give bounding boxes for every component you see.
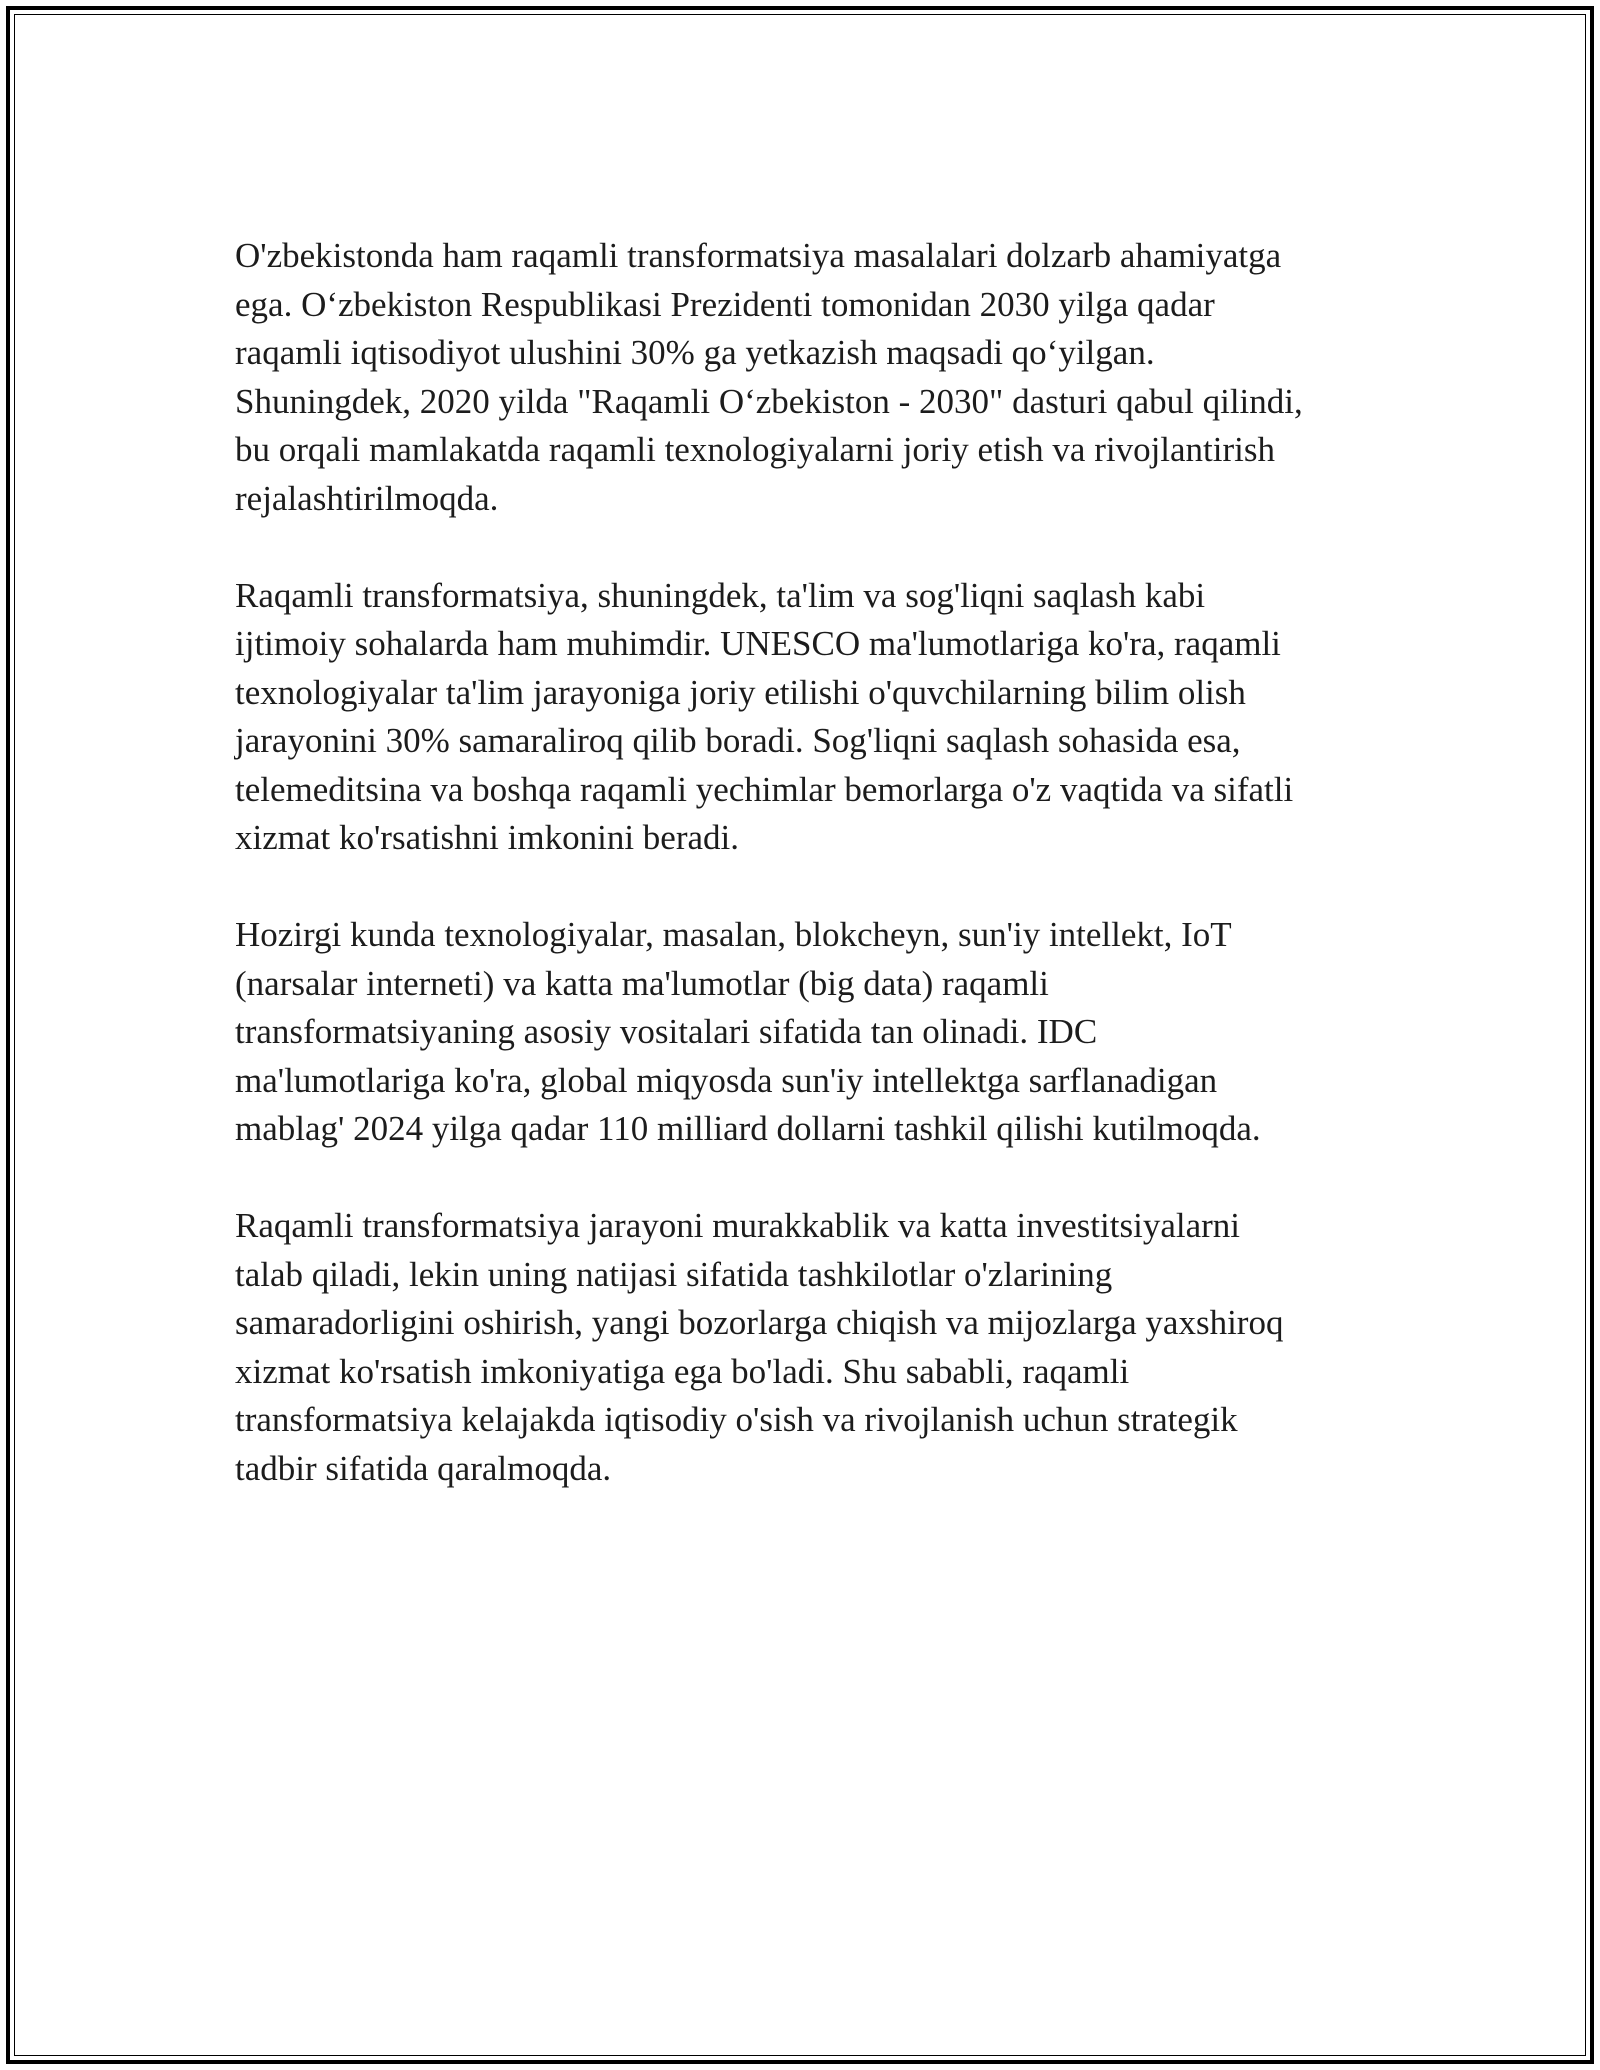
text-line: O'zbekistonda ham raqamli transformatsiya masalalari dolzarb ahamiyatga: [235, 236, 1282, 275]
text-line: mablag' 2024 yilga qadar 110 milliard dollarni tashkil qilishi kutilmoqda.: [235, 1109, 1261, 1148]
paragraph-1: [235, 232, 1375, 523]
text-line: Hozirgi kunda texnologiyalar, masalan, blokcheyn, sun'iy intellekt, IoT: [235, 915, 1232, 954]
text-line: samaradorligini oshirish, yangi bozorlarga chiqish va mijozlarga yaxshiroq: [235, 1303, 1284, 1342]
text-line: Shuningdek, 2020 yilda "Raqamli Oʻzbekiston - 2030" dasturi qabul qilindi,: [235, 381, 1303, 421]
text-line: jarayonini 30% samaraliroq qilib boradi. Sog'liqni saqlash sohasida esa,: [235, 721, 1241, 760]
text-line: raqamli iqtisodiyot ulushini 30% ga yetkazish maqsadi qoʻyilgan.: [235, 333, 1155, 372]
text-line: Raqamli transformatsiya, shuningdek, ta'lim va sog'liqni saqlash kabi: [235, 575, 1206, 615]
text-line: telemeditsina va boshqa raqamli yechimlar bemorlarga o'z vaqtida va sifatli: [235, 769, 1294, 809]
text-line: ijtimoiy sohalarda ham muhimdir. UNESCO ma'lumotlariga ko'ra, raqamli: [235, 624, 1281, 663]
text-line: xizmat ko'rsatish imkoniyatiga ega bo'ladi. Shu sababli, raqamli: [235, 1351, 1130, 1391]
text-line: tadbir sifatida qaralmoqda.: [235, 1448, 612, 1488]
text-line: rejalashtirilmoqda.: [235, 478, 499, 518]
text-line: Raqamli transformatsiya jarayoni murakkablik va katta investitsiyalarni: [235, 1206, 1240, 1245]
text-line: talab qiladi, lekin uning natijasi sifatida tashkilotlar o'zlarining: [235, 1254, 1113, 1294]
text-line: xizmat ko'rsatishni imkonini beradi.: [235, 818, 739, 857]
text-line: transformatsiyaning asosiy vositalari sifatida tan olinadi. IDC: [235, 1012, 1098, 1051]
paragraph-2: [235, 572, 1375, 863]
text-line: bu orqali mamlakatda raqamli texnologiyalarni joriy etish va rivojlantirish: [235, 430, 1276, 469]
text-line: ma'lumotlariga ko'ra, global miqyosda sun'iy intellektga sarflanadigan: [235, 1060, 1218, 1100]
document-body: [235, 232, 1375, 1542]
text-line: texnologiyalar ta'lim jarayoniga joriy etilishi o'quvchilarning bilim olish: [235, 672, 1246, 712]
text-line: transformatsiya kelajakda iqtisodiy o'sish va rivojlanish uchun strategik: [235, 1400, 1238, 1439]
text-line: ega. Oʻzbekiston Respublikasi Prezidenti tomonidan 2030 yilga qadar: [235, 284, 1215, 324]
text-line: (narsalar interneti) va katta ma'lumotlar (big data) raqamli: [235, 963, 1049, 1003]
paragraph-4: [235, 1202, 1375, 1493]
paragraph-3: [235, 911, 1375, 1154]
